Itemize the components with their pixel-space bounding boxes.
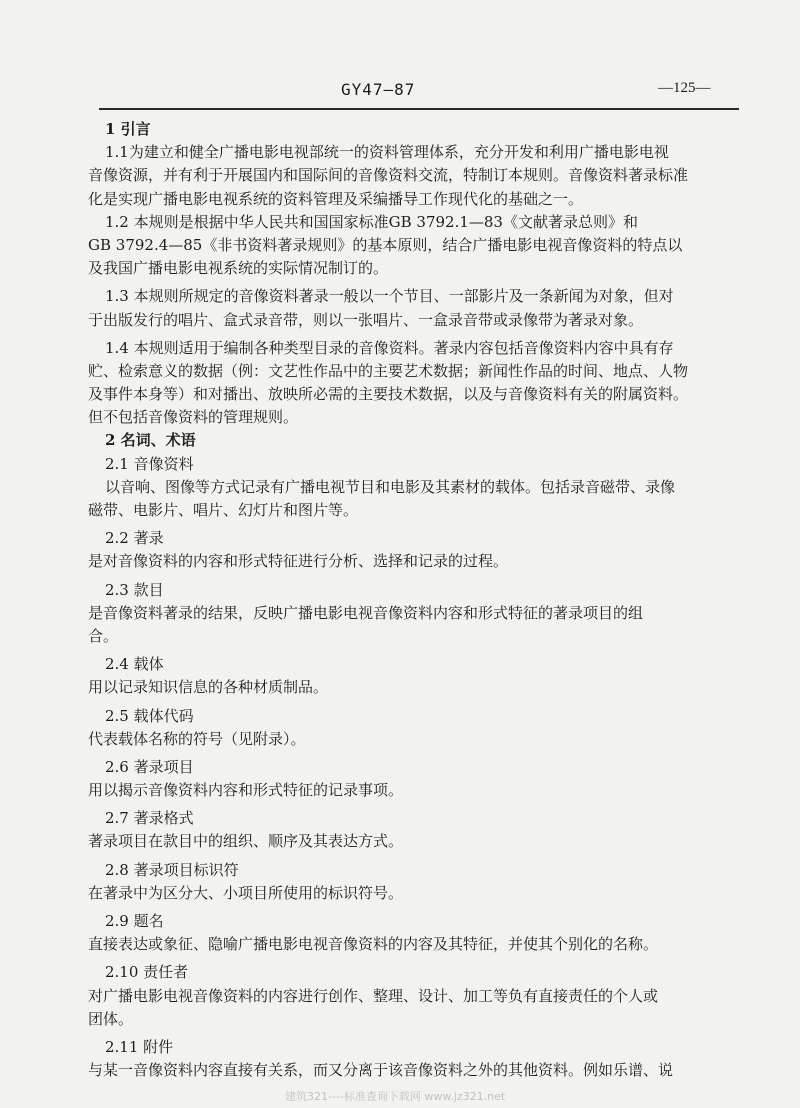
watermark-footer: 建筑321----标准查询下载网 www.jz321.net [285,1090,506,1103]
section-heading: 1 引言 [105,120,151,138]
text-line: 2.11 附件 [105,1037,174,1056]
text-line: 与某一音像资料内容直接有关系，而又分离于该音像资料之外的其他资料。例如乐谱、说 [88,1061,674,1080]
text-line: 于出版发行的唱片、盒式录音带，则以一张唱片、一盒录音带或录像带为著录对象。 [88,310,644,329]
text-line: 直接表达或象征、隐喻广播电影电视音像资料的内容及其特征，并使其个别化的名称。 [88,935,659,954]
text-line: 1.3 本规则所规定的音像资料著录一般以一个节目、一部影片及一条新闻为对象，但对 [105,287,674,306]
header-rule [99,108,739,110]
text-line: 2.10 责任者 [105,963,189,982]
text-line: 及我国广播电影电视系统的实际情况制订的。 [88,259,389,278]
text-line: 合。 [88,626,119,645]
text-line: 团体。 [88,1009,134,1028]
text-line: 在著录中为区分大、小项目所使用的标识符号。 [88,883,404,902]
text-line: 是音像资料著录的结果，反映广播电影电视音像资料内容和形式特征的著录项目的组 [88,603,644,622]
text-line: 贮、检索意义的数据（例：文艺性作品中的主要艺术数据；新闻性作品的时间、地点、人物 [88,361,689,380]
text-line: 及事件本身等）和对播出、放映所必需的主要技术数据，以及与音像资料有关的附属资料。 [88,385,689,404]
text-line: 用以揭示音像资料内容和形式特征的记录事项。 [88,781,404,800]
text-line: 用以记录知识信息的各种材质制品。 [88,678,329,697]
text-line: 代表载体名称的符号（见附录）。 [88,729,306,748]
text-line: 2.6 著录项目 [105,757,194,776]
standard-code: GY47—87 [341,80,416,99]
text-line: 著录项目在款目中的组织、顺序及其表达方式。 [88,832,404,851]
text-line: 2.5 载体代码 [105,706,194,725]
text-line: 2.4 载体 [105,655,164,674]
text-line: 是对音像资料的内容和形式特征进行分析、选择和记录的过程。 [88,552,509,571]
page-number: —125— [658,80,711,96]
text-line: 2.1 音像资料 [105,454,194,473]
text-line: 1.4 本规则适用于编制各种类型目录的音像资料。著录内容包括音像资料内容中具有存 [105,338,674,357]
section-heading: 2 名词、术语 [105,431,196,450]
text-line: 2.9 题名 [105,912,164,930]
text-line: 2.7 著录格式 [105,809,194,828]
text-line: 2.3 款目 [105,580,164,599]
text-line: 以音响、图像等方式记录有广播电视节目和电影及其素材的载体。包括录音磁带、录像 [105,477,676,496]
text-line: 2.8 著录项目标识符 [105,860,239,879]
text-line: 2.2 著录 [105,529,164,548]
document-body [88,118,734,1082]
text-line: 对广播电影电视音像资料的内容进行创作、整理、设计、加工等负有直接责任的个人或 [88,986,659,1005]
text-line: 磁带、电影片、唱片、幻灯片和图片等。 [88,501,359,519]
text-line: 但不包括音像资料的管理规则。 [88,408,299,427]
text-line: GB 3792.4—85《非书资料著录规则》的基本原则，结合广播电影电视音像资料的特点以 [88,235,683,254]
text-line: 1.2 本规则是根据中华人民共和国国家标准GB 3792.1—83《文献著录总则》和 [105,212,638,231]
text-line: 化是实现广播电影电视系统的资料管理及采编播导工作现代化的基础之一。 [88,189,584,208]
text-line: 音像资源，并有利于开展国内和国际间的音像资料交流，特制订本规则。音像资料著录标准 [88,166,689,185]
text-line: 1.1为建立和健全广播电影电视部统一的资料管理体系，充分开发和利用广播电影电视 [105,143,669,162]
